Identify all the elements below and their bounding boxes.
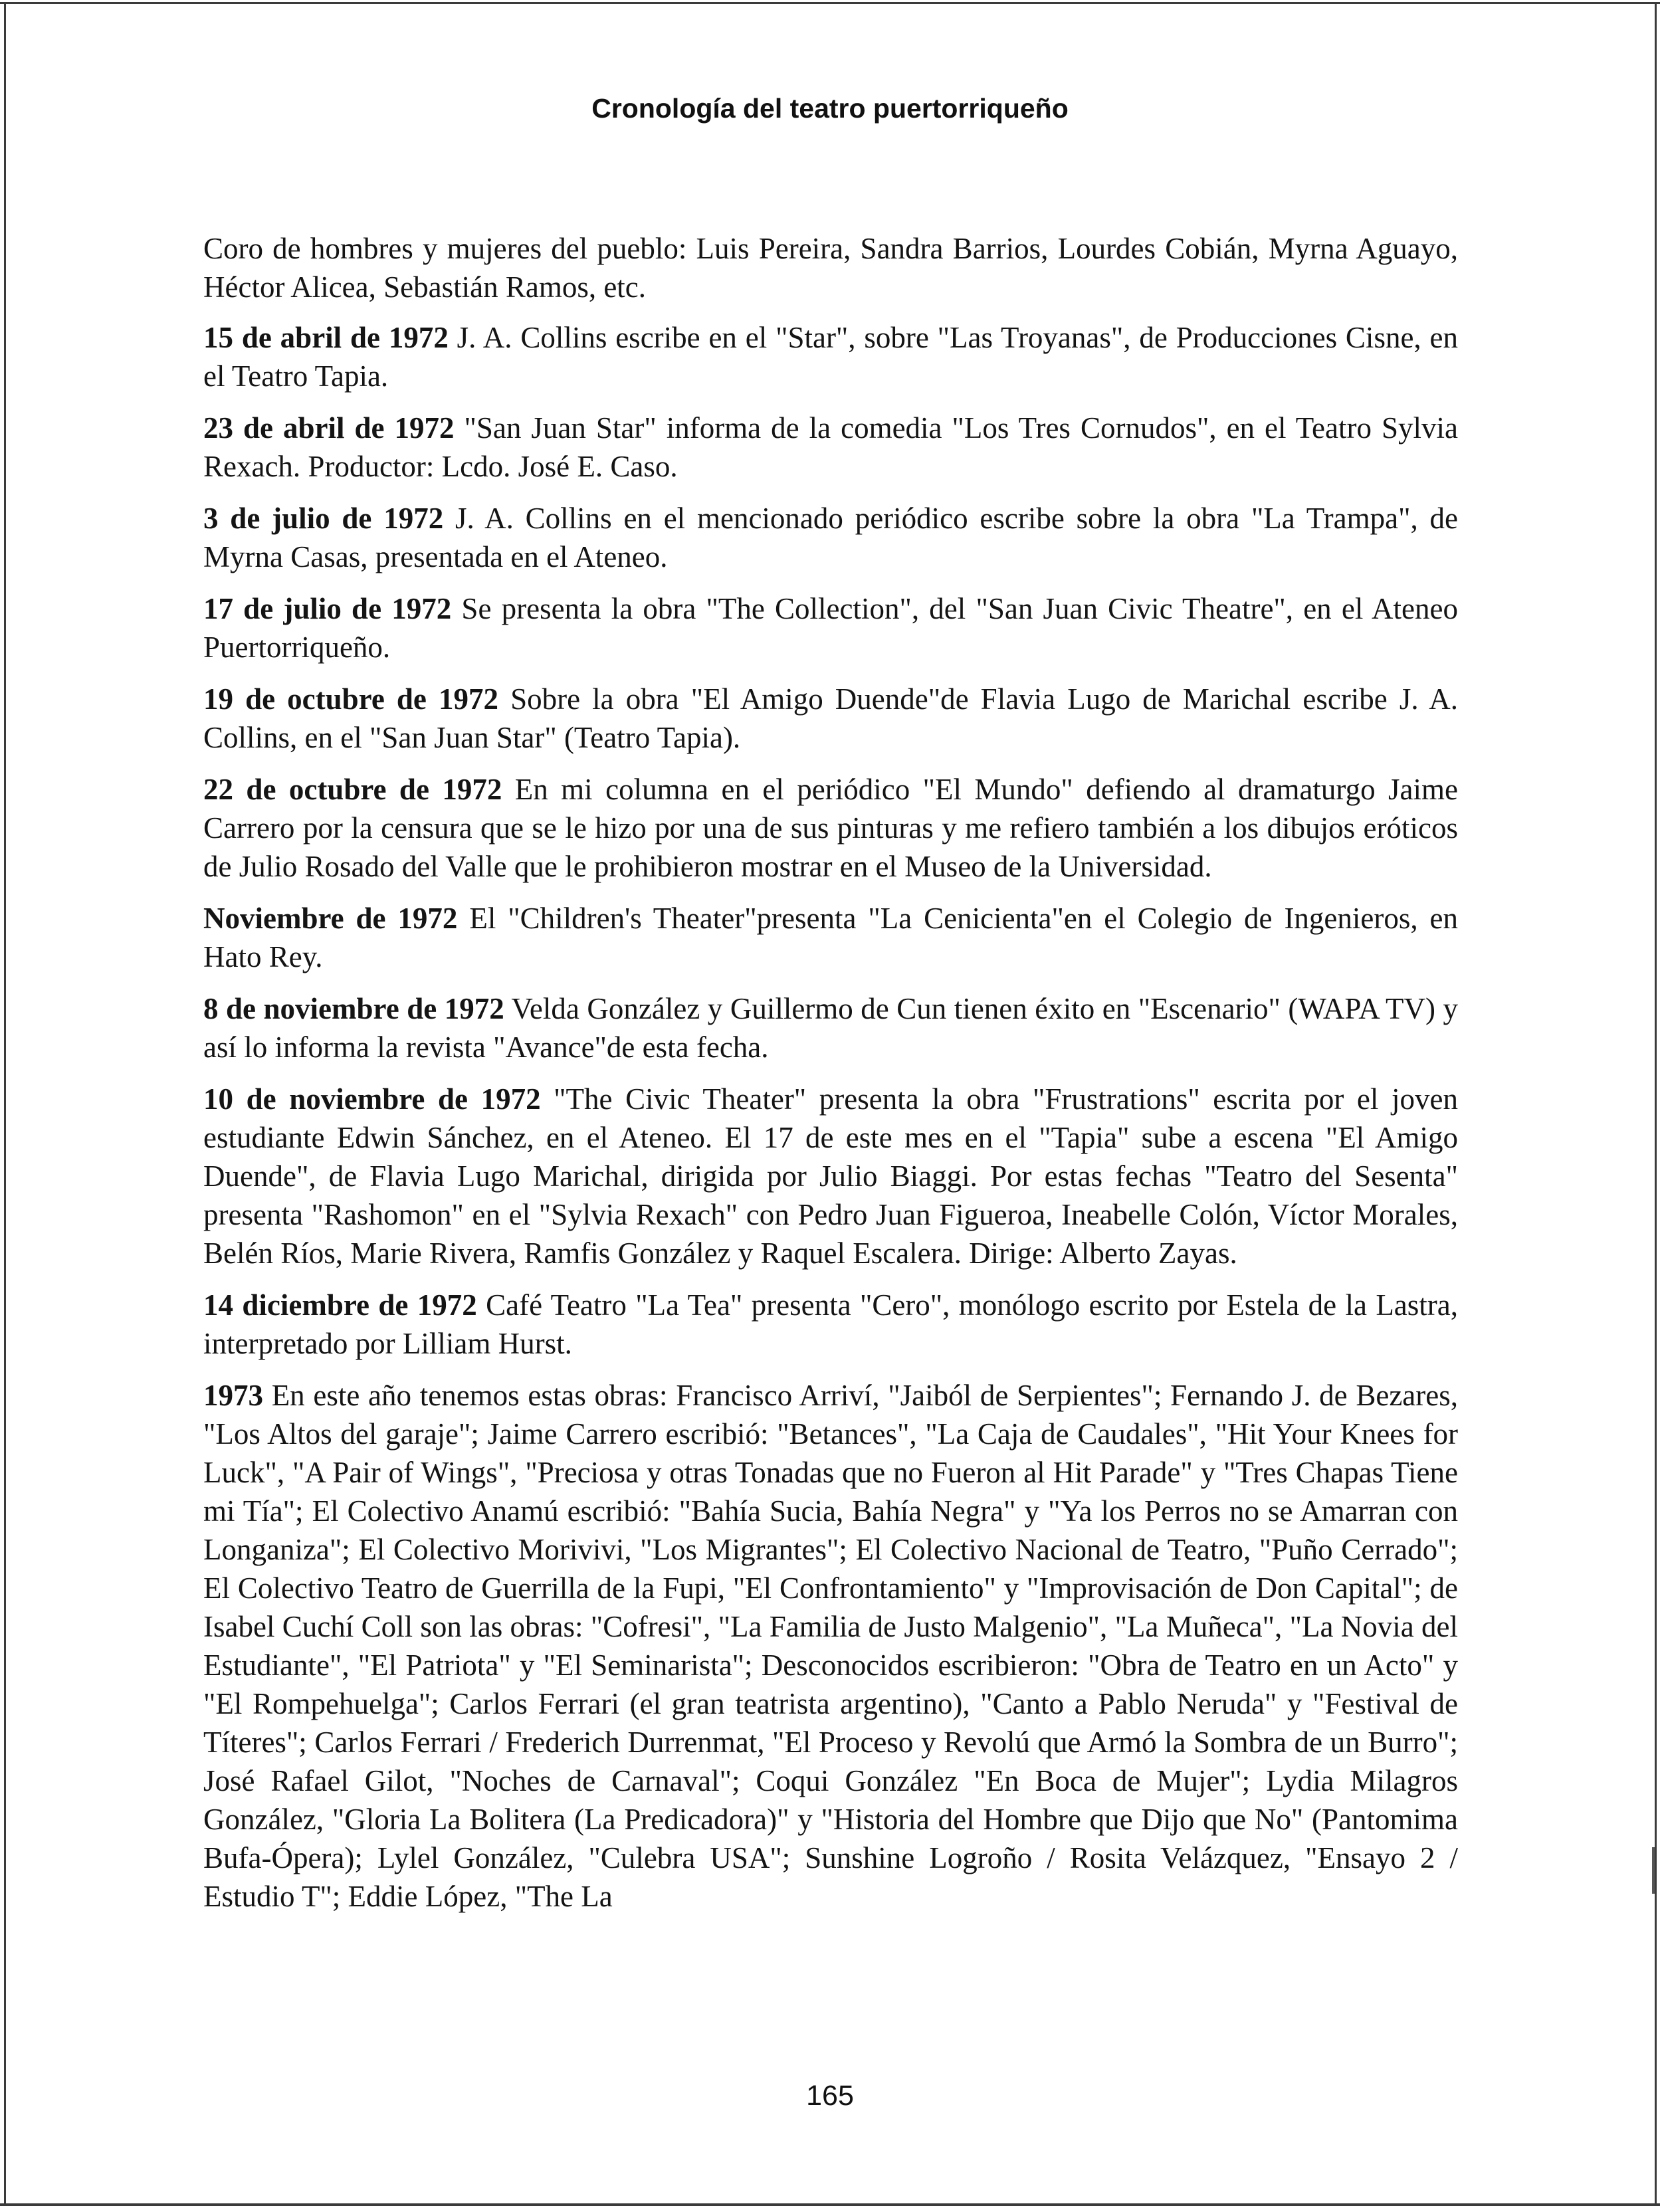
entry-text: En este año tenemos estas obras: Francisco Arriví, "Jaiból de Serpientes"; Fernando J. de Bezares, "Los Altos del garaje"; Jaime Carrero escribió: "Betances", "La Caja de Caudales", "Hit Your Knees for Luck", "A Pair of Wings", "Preciosa y otras Tonadas que no Fueron al Hit Parade" y "Tres Chapas Tiene mi Tía"; El Colectivo Anamú escribió: "Bahía Sucia, Bahía Negra" y "Ya los Perros no se Amarran con Longaniza"; El Colectivo Morivivi, "Los Migrantes"; El Colectivo Nacional de Teatro, "Puño Cerrado"; El Colectivo Teatro de Guerrilla de la Fupi, "El Confrontamiento" y "Improvisación de Don Capital"; de Isabel Cuchí Coll son las obras: "Cofresi", "La Familia de Justo Malgenio", "La Muñeca", "La Novia del Estudiante", "El Patriota" y "El Seminarista"; Desconocidos escribieron: "Obra de Teatro en un Acto" y "El Rompehuelga"; Carlos Ferrari (el gran teatrista argentino), "Canto a Pablo Neruda" y "Festival de Títeres"; Carlos Ferrari / Frederich Durrenmat, "El Proceso y Revolú que Armó la Sombra de un Burro"; José Rafael Gilot, "Noches de Carnaval"; Coqui González "En Boca de Mujer"; Lydia Milagros González, "Gloria La Bolitera (La Predicadora)" y "Historia del Hombre que Dijo que No" (Pantomima Bufa-Ópera); Lylel González, "Culebra USA"; Sunshine Logroño / Rosita Velázquez, "Ensayo 2 / Estudio T"; Eddie López, "The La (203, 1379, 1458, 1913)
page-title: Cronología del teatro puertorriqueño (591, 93, 1069, 124)
entry-text: J. A. Collins en el mencionado periódico escribe sobre la obra "La Trampa", de Myrna Casas, presentada en el Ateneo. (203, 502, 1458, 573)
chronology-entry (203, 989, 1458, 1066)
chronology-body (203, 229, 1458, 1929)
entry-date: 23 de abril de 1972 (203, 411, 455, 445)
chronology-entry (203, 589, 1458, 666)
entry-text: J. A. Collins escribe en el "Star", sobre "Las Troyanas", de Producciones Cisne, en el Teatro Tapia. (203, 321, 1458, 393)
entry-text: El "Children's Theater"presenta "La Cenicienta"en el Colegio de Ingenieros, en Hato Rey. (203, 902, 1458, 973)
chronology-entry (203, 318, 1458, 395)
entry-date: 3 de julio de 1972 (203, 502, 444, 535)
right-border-rule (1655, 2, 1657, 2205)
entry-text: "The Civic Theater" presenta la obra "Frustrations" escrita por el joven estudiante Edwin Sánchez, en el Ateneo. El 17 de este mes en el "Tapia" sube a escena "El Amigo Duende", de Flavia Lugo Marichal, dirigida por Julio Biaggi. Por estas fechas "Teatro del Sesenta" presenta "Rashomon" en el "Sylvia Rexach" con Pedro Juan Figueroa, Ineabelle Colón, Víctor Morales, Belén Ríos, Marie Rivera, Ramfis González y Raquel Escalera. Dirige: Alberto Zayas. (203, 1082, 1458, 1270)
margin-mark (1652, 1847, 1655, 1894)
bottom-border-rule (0, 2203, 1660, 2206)
chronology-entry (203, 1376, 1458, 1916)
entry-text: Café Teatro "La Tea" presenta "Cero", monólogo escrito por Estela de la Lastra, interpretado por Lilliam Hurst. (203, 1288, 1459, 1360)
top-border-rule (0, 2, 1660, 4)
entry-date: 15 de abril de 1972 (203, 321, 449, 354)
chronology-entry (203, 680, 1458, 757)
entry-text: Se presenta la obra "The Collection", del "San Juan Civic Theatre", en el Ateneo Puertorriqueño. (203, 592, 1458, 664)
entry-date: 19 de octubre de 1972 (203, 682, 498, 716)
entry-date: 14 diciembre de 1972 (203, 1288, 477, 1322)
entry-date: 17 de julio de 1972 (203, 592, 452, 625)
page-number: 165 (806, 2080, 854, 2112)
entry-text: Velda González y Guillermo de Cun tienen éxito en "Escenario" (WAPA TV) y así lo informa la revista "Avance"de esta fecha. (203, 992, 1458, 1064)
entry-date: 1973 (203, 1379, 263, 1412)
chronology-entry (203, 1286, 1458, 1363)
chronology-entry (203, 899, 1458, 976)
entry-date: 8 de noviembre de 1972 (203, 992, 504, 1025)
entry-date: 22 de octubre de 1972 (203, 773, 502, 806)
entry-text: Sobre la obra "El Amigo Duende"de Flavia Lugo de Marichal escribe J. A. Collins, en el "San Juan Star" (Teatro Tapia). (203, 682, 1458, 754)
chronology-entry (203, 1080, 1458, 1272)
entry-text: "San Juan Star" informa de la comedia "Los Tres Cornudos", en el Teatro Sylvia Rexach. Productor: Lcdo. José E. Caso. (203, 411, 1458, 483)
entry-text: En mi columna en el periódico "El Mundo" defiendo al dramaturgo Jaime Carrero por la censura que se le hizo por una de sus pinturas y me refiero también a los dibujos eróticos de Julio Rosado del Valle que le prohibieron mostrar en el Museo de la Universidad. (203, 773, 1458, 883)
entry-text: Coro de hombres y mujeres del pueblo: Luis Pereira, Sandra Barrios, Lourdes Cobián, Myrna Aguayo, Héctor Alicea, Sebastián Ramos, etc. (203, 232, 1458, 304)
left-border-rule (4, 2, 6, 2205)
chronology-entry (203, 409, 1458, 486)
entry-date: Noviembre de 1972 (203, 902, 458, 935)
chronology-entry (203, 499, 1458, 576)
chronology-entry (203, 770, 1458, 886)
entry-date: 10 de noviembre de 1972 (203, 1082, 541, 1116)
chronology-entry (203, 229, 1458, 306)
